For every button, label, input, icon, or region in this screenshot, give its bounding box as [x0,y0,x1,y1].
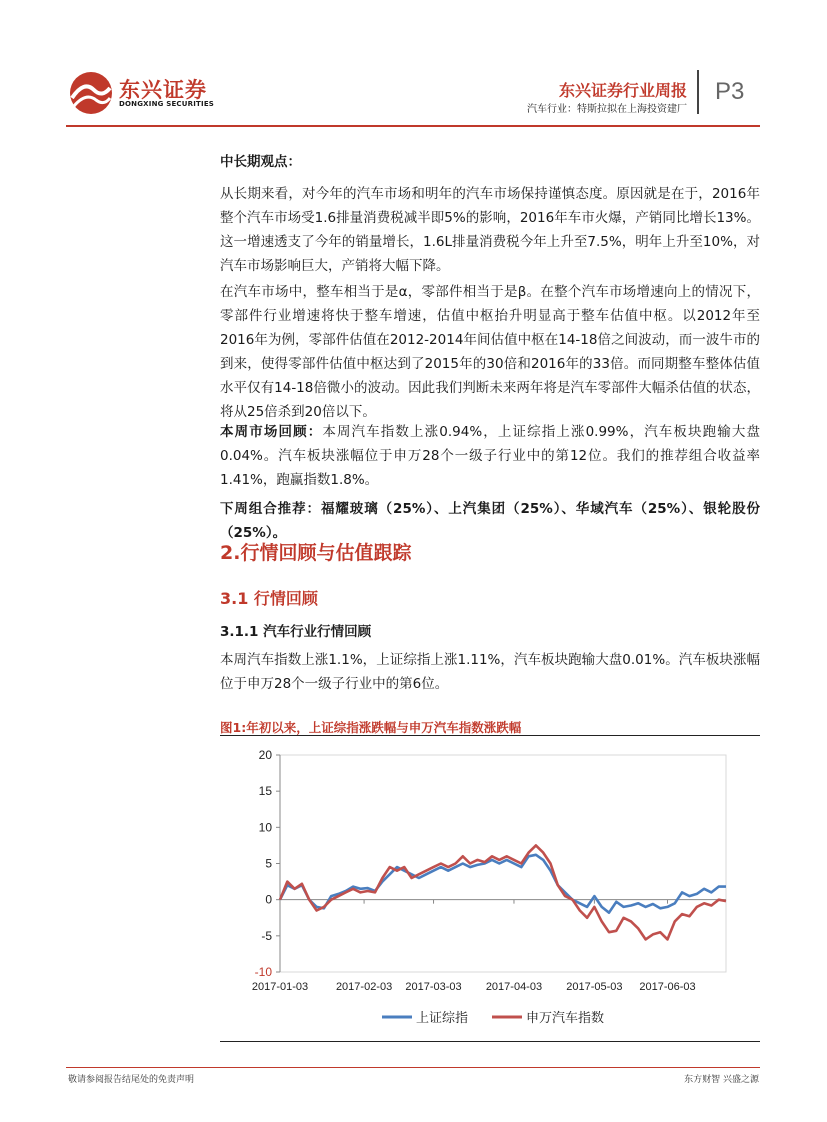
figure-rule-bottom [220,1041,760,1042]
y-tick-label: 0 [265,892,272,907]
paragraph-long-term-view: 从长期来看，对今年的汽车市场和明年的汽车市场保持谨慎态度。原因就是在于，2016年整个汽车市场受1.6排量消费税减半即5%的影响，2016年车市火爆，产销同比增长13%。这一增速透支了今年的销量增长，1.6L排量消费税今年上升至7.5%，明年上升至10%，对汽车市场影响巨大，产销将大幅下降。 [220,186,760,274]
weekly-review-text: 本周汽车指数上涨0.94%，上证综指上涨0.99%，汽车板块跑输大盘0.04%。汽车板块涨幅位于申万28个一级子行业中的第12位。我们的推荐组合收益率1.41%，跑赢指数1.8%。 [220,424,761,488]
section-heading-3-1-1: 3.1.1 汽车行业行情回顾 [220,624,372,640]
dongxing-logo-icon [68,70,114,116]
logo-chinese-name: 东兴证券 [119,78,207,102]
logo-english-name: DONGXING SECURITIES [119,100,215,108]
legend-label-1: 上证综指 [416,1011,469,1026]
page-number: P3 [715,78,745,105]
section-heading-2: 2.行情回顾与估值跟踪 [220,542,412,564]
paragraph-industry-review: 本周汽车指数上涨1.1%，上证综指上涨1.11%，汽车板块跑输大盘0.01%。汽车板块涨幅位于申万28个一级子行业中的第6位。 [220,652,760,692]
line-chart [236,740,750,1035]
figure-title: 图1:年初以来，上证综指涨跌幅与申万汽车指数涨跌幅 [220,720,522,735]
y-tick-label: 10 [258,820,272,835]
figure-rule-top [220,735,760,736]
header-divider [697,70,699,114]
footer-disclaimer: 敬请参阅报告结尾处的免责声明 [68,1075,195,1085]
x-tick-label: 2017-01-03 [251,981,309,993]
report-subtitle: 汽车行业：特斯拉拟在上海投资建厂 [527,104,687,115]
footer-slogan: 东方财智 兴盛之源 [684,1075,759,1085]
plot-area [280,755,726,972]
series-line-2 [280,845,726,939]
paragraph-portfolio-recommendation: 下周组合推荐：福耀玻璃（25%）、上汽集团（25%）、华域汽车（25%）、银轮股份（25%）。 [220,501,760,541]
x-tick-label: 2017-06-03 [639,981,696,993]
paragraph-alpha-beta: 在汽车市场中，整车相当于是α，零部件相当于是β。在整个汽车市场增速向上的情况下，零部件行业增速将快于整车增速，估值中枢抬升明显高于整车估值中枢。以2012年至2016年为例，零部件估值在2012-2014年间估值中枢在14-18倍之间波动，而一波牛市的到来，使得零部件估值中枢达到了2015年的30倍和2016年的33倍。而同期整车整体估值水平仅有14-18倍微小的波动。因此我们判断未来两年将是汽车零部件大幅杀估值的状态，将从25倍杀到20倍以下。 [220,284,760,420]
x-tick-label: 2017-05-03 [566,981,623,993]
weekly-review-label: 本周市场回顾： [220,424,323,440]
x-tick-label: 2017-03-03 [405,981,462,993]
legend-label-2: 申万汽车指数 [526,1011,605,1026]
paragraph-weekly-review [220,420,760,492]
header-rule [66,125,760,127]
y-tick-label: -10 [254,965,272,979]
report-title: 东兴证券行业周报 [558,81,687,100]
x-tick-label: 2017-04-03 [485,981,543,993]
y-tick-label: 15 [258,784,272,799]
footer-rule [66,1067,760,1068]
x-tick-label: 2017-02-03 [335,981,393,993]
section-heading-3-1: 3.1 行情回顾 [220,589,318,608]
y-tick-label: 20 [258,748,272,762]
series-line-1 [280,855,726,913]
long-term-heading: 中长期观点： [220,154,301,170]
y-tick-label: -5 [261,928,272,943]
y-tick-label: 5 [265,856,272,871]
